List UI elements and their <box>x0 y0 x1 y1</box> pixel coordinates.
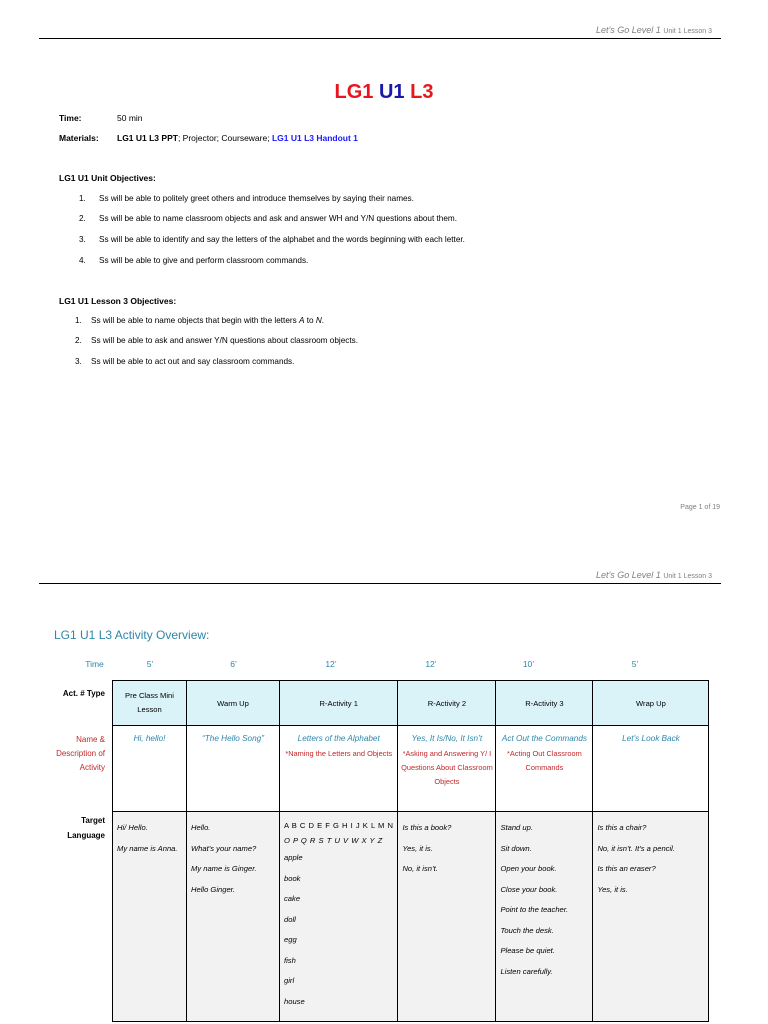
lesson-objective-item: 3. Ss will be able to act out and say classroom commands. <box>75 357 295 366</box>
type-cell: R-Activity 1 <box>280 681 398 726</box>
name-cell: Yes, It Is/No, It Isn’t *Asking and Answering Y/ I Questions About Classroom Objects <box>398 726 496 812</box>
materials-line: Materials: LG1 U1 L3 PPT; Projector; Courseware; LG1 U1 L3 Handout 1 <box>59 133 358 143</box>
time-cell: 12’ <box>325 659 337 669</box>
target-cell: Hello. What’s your name? My name is Ginger. Hello Ginger. <box>187 812 280 1022</box>
page-header <box>0 545 768 585</box>
unit-objective-item: 4. Ss will be able to give and perform classroom commands. <box>79 256 309 265</box>
time-cell: 5’ <box>631 659 639 669</box>
activity-overview-table <box>112 680 709 1022</box>
target-row <box>113 812 709 1022</box>
page-title: LG1 U1 L3 <box>334 81 434 103</box>
header-rule <box>39 38 721 39</box>
page-header <box>0 0 768 40</box>
time-cell: 5’ <box>146 659 154 669</box>
row-label-target: Target Language <box>67 816 105 840</box>
unit-objective-item: 3. Ss will be able to identify and say the letters of the alphabet and the words beginning with each letter. <box>79 235 465 244</box>
target-cell: Is this a chair? No, it isn’t. It’s a pencil. Is this an eraser? Yes, it is. <box>593 812 709 1022</box>
type-cell: Warm Up <box>187 681 280 726</box>
time-row-label: Time <box>85 659 104 669</box>
name-cell: Let’s Look Back <box>593 726 709 812</box>
time-cell: 10’ <box>522 659 535 669</box>
target-cell: Is this a book? Yes, it is. No, it isn’t. <box>398 812 496 1022</box>
time-cell: 6’ <box>230 659 237 669</box>
name-cell: Letters of the Alphabet *Naming the Letters and Objects <box>280 726 398 812</box>
target-cell: Stand up. Sit down. Open your book. Close your book. Point to the teacher. Touch the desk. Please be quiet. Listen carefully. <box>496 812 593 1022</box>
name-row <box>113 726 709 812</box>
row-label-type: Act. # Type <box>62 689 105 698</box>
lesson-objective-item: 2. Ss will be able to ask and answer Y/N questions about classroom objects. <box>75 336 358 345</box>
name-cell: “The Hello Song” <box>187 726 280 812</box>
header-text: Let’s Go Level 1 Unit 1 Lesson 3 <box>595 570 712 580</box>
type-cell: R-Activity 2 <box>398 681 496 726</box>
header-text: Let’s Go Level 1 Unit 1 Lesson 3 <box>595 25 712 35</box>
type-cell: Wrap Up <box>593 681 709 726</box>
time-line: Time: 50 min <box>59 113 143 123</box>
type-cell: Pre Class Mini Lesson <box>113 681 187 726</box>
overview-heading: LG1 U1 L3 Activity Overview: <box>54 628 210 642</box>
unit-objective-item: 1. Ss will be able to politely greet others and introduce themselves by saying their names. <box>79 194 414 203</box>
name-cell: Act Out the Commands *Acting Out Classroom Commands <box>496 726 593 812</box>
target-cell: Hi/ Hello. My name is Anna. <box>113 812 187 1022</box>
unit-objectives-heading: LG1 U1 Unit Objectives: <box>59 173 156 183</box>
target-cell: A B C D E F G H I J K L M N O P Q R S T U V W X Y Z apple book cake doll egg fish girl house <box>280 812 398 1022</box>
header-rule <box>39 583 721 584</box>
lesson-objectives-heading: LG1 U1 Lesson 3 Objectives: <box>59 296 177 306</box>
page-number: Page 1 of 19 <box>680 504 720 511</box>
name-cell: Hi, hello! <box>113 726 187 812</box>
handout-link[interactable]: LG1 U1 L3 Handout 1 <box>271 133 358 143</box>
time-row <box>0 659 768 673</box>
row-label-name: Name & Description of Activity <box>56 735 105 772</box>
unit-objective-item: 2. Ss will be able to name classroom objects and ask and answer WH and Y/N questions about them. <box>79 214 458 223</box>
type-row <box>113 681 709 726</box>
time-cell: 12’ <box>425 659 437 669</box>
type-cell: R-Activity 3 <box>496 681 593 726</box>
lesson-objective-item: 1. Ss will be able to name objects that begin with the letters A to N. <box>75 316 325 325</box>
